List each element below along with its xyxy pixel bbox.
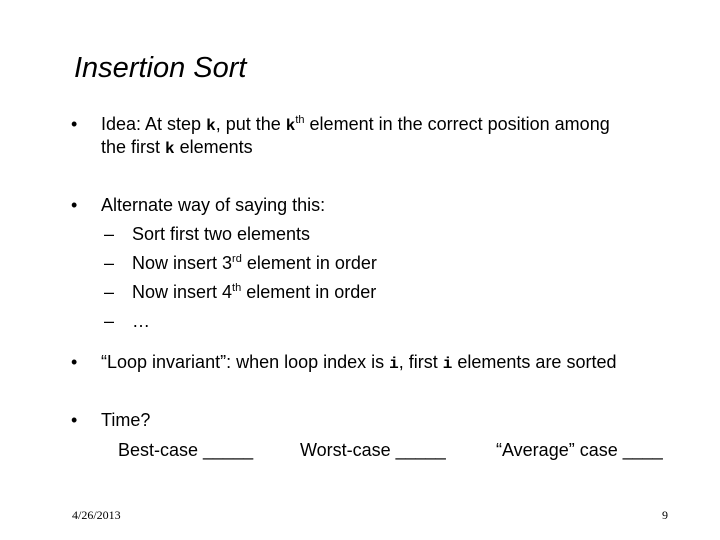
slide-title: Insertion Sort — [74, 52, 247, 84]
bullet-loop-invariant: “Loop invariant”: when loop index is i, first i elements are sorted — [101, 352, 617, 373]
bullet-idea-line1: Idea: At step k, put the $k^{th}$ element in the correct position among — [101, 114, 610, 135]
footer-date: 4/26/2013 — [72, 508, 121, 522]
bullet-marker: • — [71, 352, 78, 372]
sub-bullet-insert-3rd: Now insert 3rd element in order — [132, 253, 377, 273]
sub-bullet-marker: – — [104, 311, 115, 331]
bullet-marker: • — [71, 195, 78, 215]
worst-case-blank: Worst-case _____ — [300, 440, 446, 460]
bullet-marker: • — [71, 114, 78, 134]
sub-bullet-insert-4th: Now insert 4th element in order — [132, 282, 377, 302]
page-number: 9 — [662, 508, 668, 522]
sub-bullet-marker: – — [104, 282, 115, 302]
bullet-time: Time? — [101, 410, 151, 430]
best-case-blank: Best-case _____ — [118, 440, 254, 460]
bullet-idea-line2: the first k elements — [101, 137, 253, 158]
sub-bullet-marker: – — [104, 224, 115, 244]
bullet-alternate: Alternate way of saying this: — [101, 195, 326, 215]
sub-bullet-marker: – — [104, 253, 115, 273]
sub-bullet-sort-two: Sort first two elements — [132, 224, 311, 244]
average-case-blank: “Average” case ____ — [496, 440, 663, 460]
bullet-marker: • — [71, 410, 78, 430]
sub-bullet-ellipsis: … — [132, 311, 150, 331]
